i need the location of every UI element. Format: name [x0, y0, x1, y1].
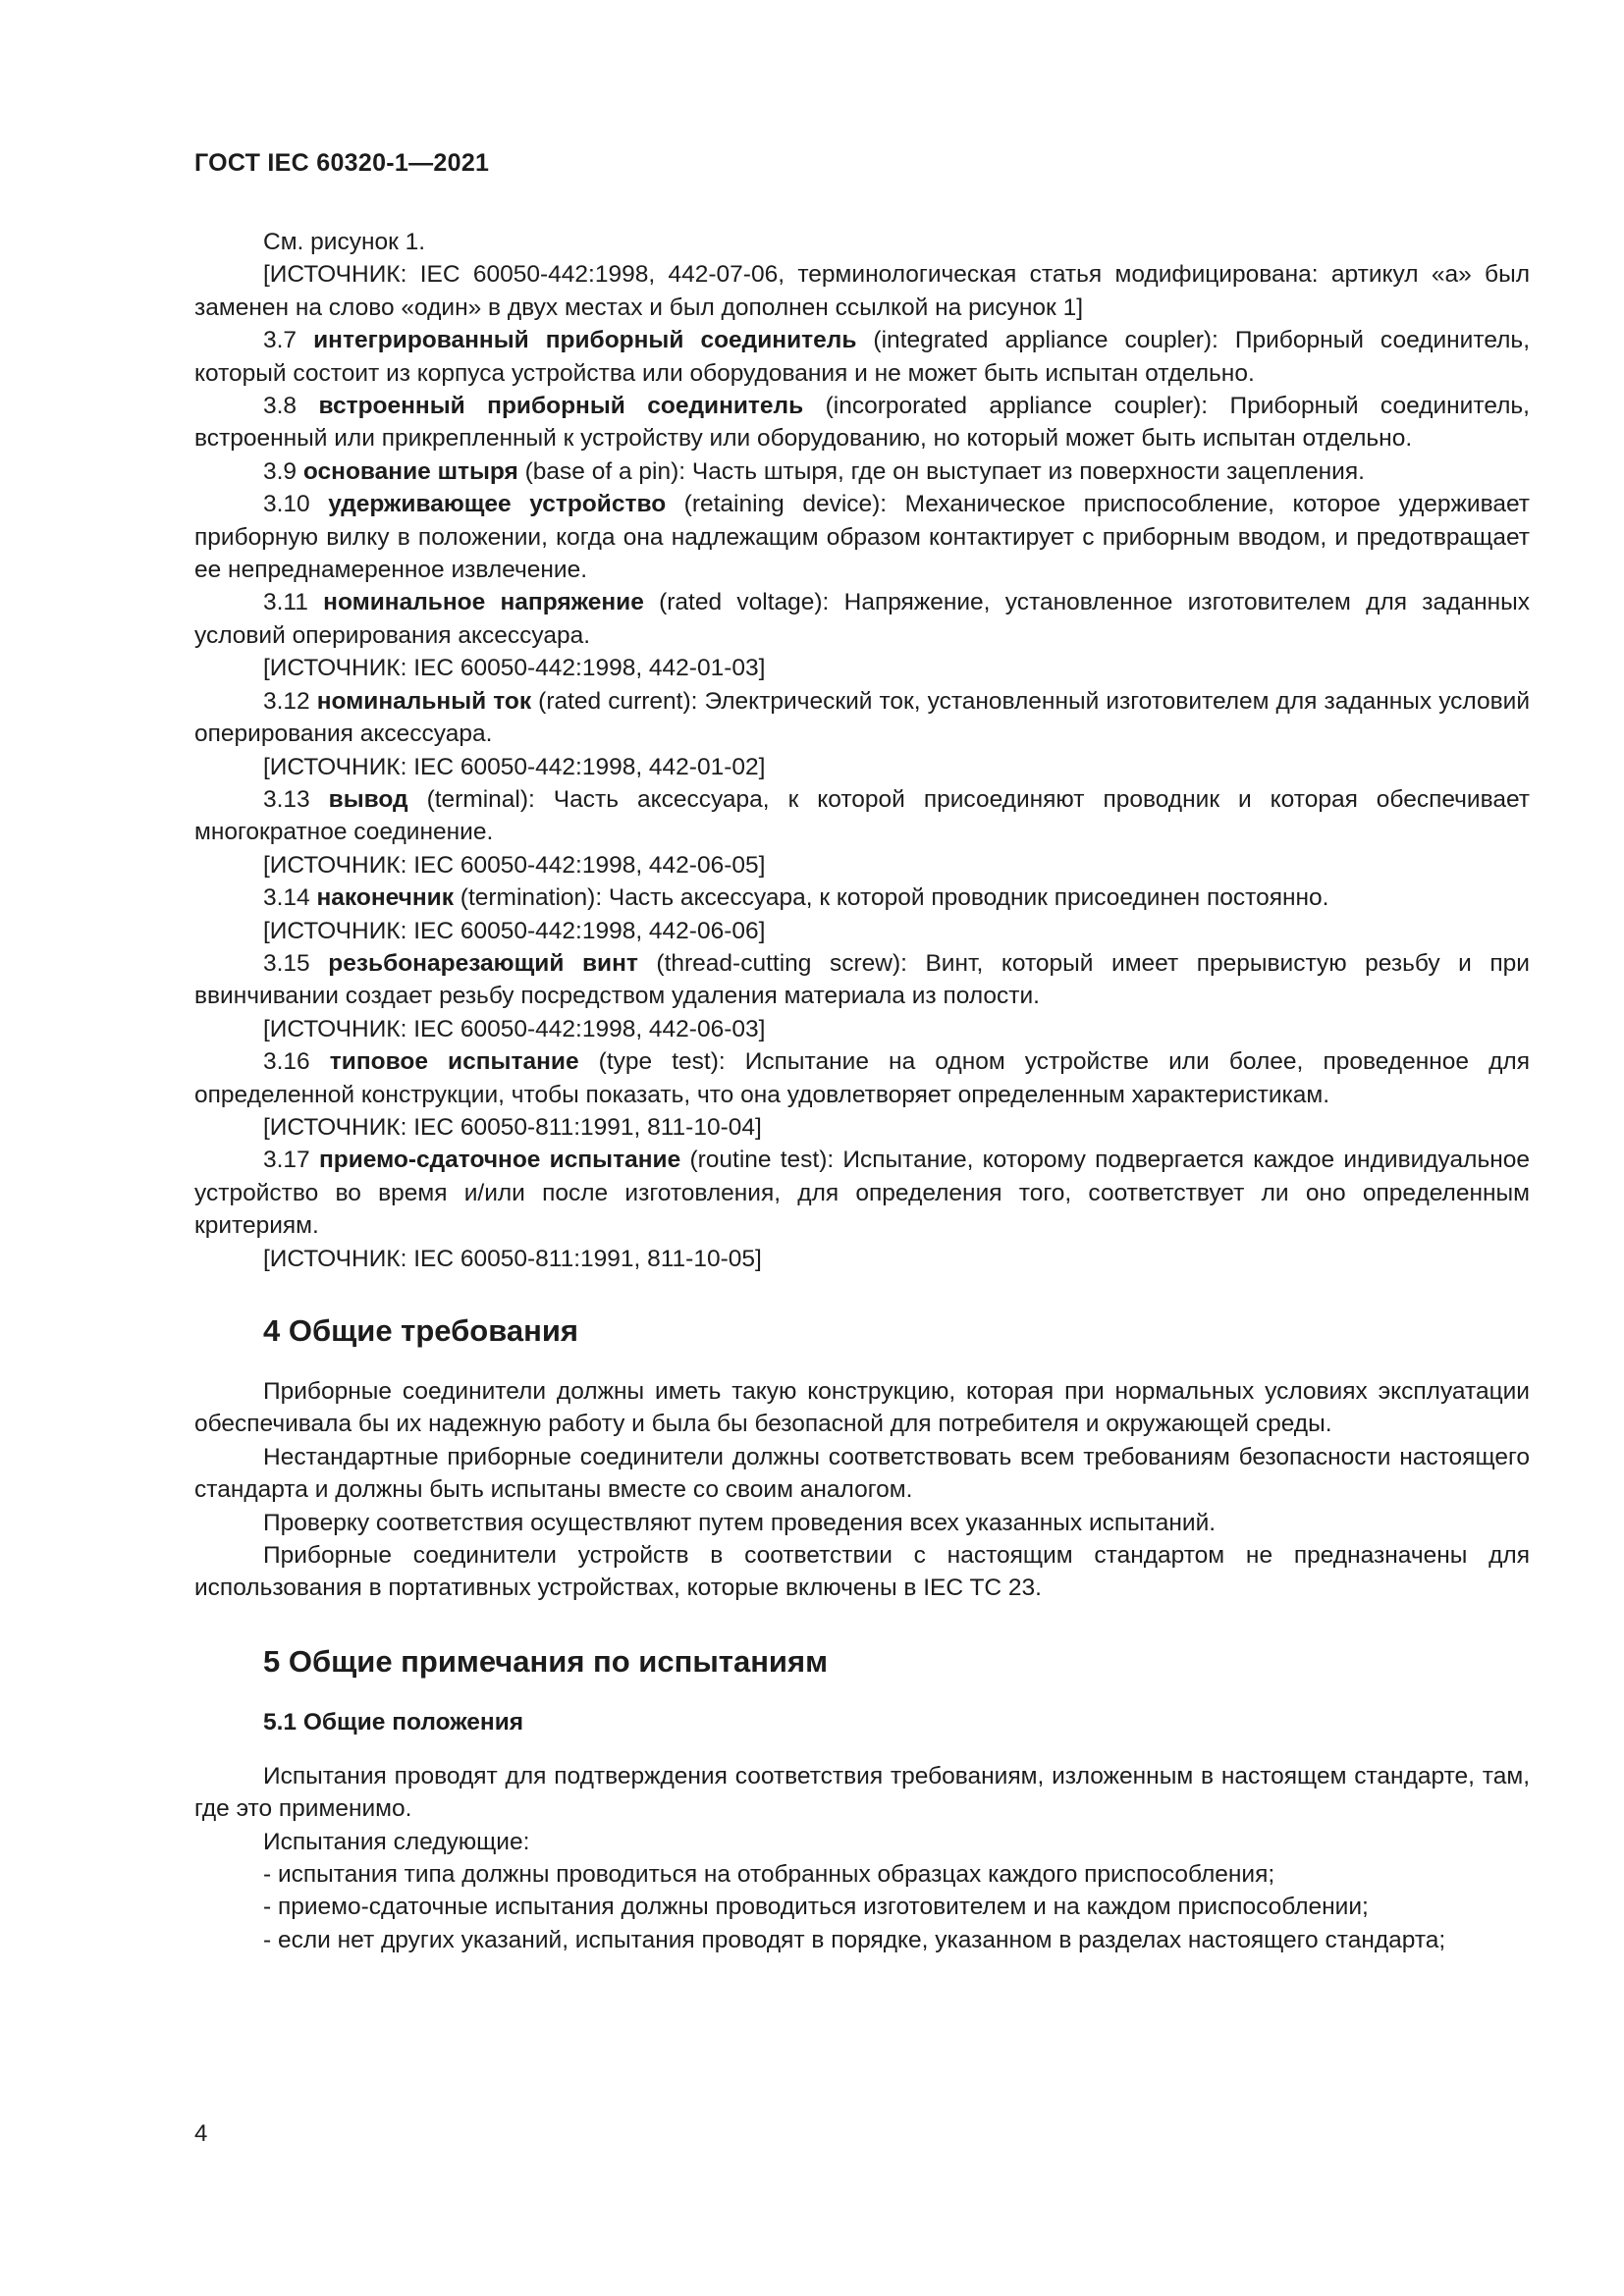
page-number: 4 [194, 2120, 208, 2147]
term-number: 3.16 [263, 1048, 310, 1076]
term-3-12 [194, 685, 1530, 751]
term-3-8 [194, 390, 1530, 455]
term-name: основание штыря [302, 457, 518, 485]
subsection-5-1-title: 5.1 Общие положения [263, 1708, 524, 1735]
term-source: [ИСТОЧНИК: IEC 60050-442:1998, 442-06-05] [263, 851, 766, 879]
term-number: 3.10 [263, 491, 310, 518]
term-definition: (incorporated appliance coupler): Приборный соединитель, встроенный или прикрепленный к устройству или оборудованию, но который может быть испытан отдельно. [194, 393, 1530, 453]
term-3-16 [194, 1045, 1530, 1111]
section-5-paragraph: Испытания следующие: [263, 1828, 530, 1855]
term-name: встроенный приборный соединитель [318, 393, 804, 420]
term-definition: (routine test): Испытание, которому подвергается каждое индивидуальное устройство во время и/или после изготовления, для определения того, соответствует ли оно определенным критериям. [194, 1147, 1531, 1240]
section-4-paragraph: Нестандартные приборные соединители должны соответствовать всем требованиям безопасности настоящего стандарта и должны быть испытаны вместе со своим аналогом. [194, 1443, 1530, 1504]
term-source: [ИСТОЧНИК: IEC 60050-442:1998, 442-06-03] [263, 1015, 766, 1042]
term-source: [ИСТОЧНИК: IEC 60050-811:1991, 811-10-05] [263, 1245, 762, 1272]
section-5-title: 5 Общие примечания по испытаниям [263, 1643, 829, 1679]
term-3-9 [194, 455, 1530, 488]
term-3-14 [194, 881, 1530, 914]
page-content [194, 226, 1530, 1956]
term-definition: (termination): Часть аксессуара, к которой проводник присоединен постоянно. [454, 884, 1329, 912]
term-definition: (rated current): Электрический ток, установленный изготовителем для заданных условий оперирования аксессуара. [194, 687, 1530, 748]
term-3-11 [194, 586, 1530, 652]
term-3-17 [194, 1144, 1530, 1242]
term-definition: (thread-cutting screw): Винт, который имеет прерывистую резьбу и при ввинчивании создает резьбу посредством удаления материала из полости. [194, 949, 1530, 1010]
list-item: - приемо-сдаточные испытания должны проводиться изготовителем и на каждом приспособлении; [263, 1894, 1369, 1921]
term-3-10 [194, 488, 1530, 586]
term-definition: (type test): Испытание на одном устройстве или более, проведенное для определенной конструкции, чтобы показать, что она удовлетворяет определенным характеристикам. [194, 1048, 1530, 1108]
term-number: 3.11 [263, 589, 308, 616]
term-number: 3.15 [263, 949, 310, 977]
section-5-paragraph: Испытания проводят для подтверждения соответствия требованиям, изложенным в настоящем стандарте, там, где это применимо. [194, 1762, 1530, 1823]
term-name: удерживающее устройство [328, 491, 667, 518]
term-name: типовое испытание [329, 1048, 579, 1076]
term-number: 3.12 [263, 687, 310, 715]
term-number: 3.14 [263, 884, 310, 912]
term-definition: (retaining device): Механическое приспособление, которое удерживает приборную вилку в положении, когда она надлежащим образом контактирует с приборным вводом, и предотвращает ее непреднамеренное извлечение. [194, 491, 1530, 584]
term-definition: (base of a pin): Часть штыря, где он выступает из поверхности зацепления. [517, 457, 1365, 485]
term-number: 3.9 [263, 457, 298, 485]
see-figure-note: См. рисунок 1. [263, 229, 426, 255]
term-name: резьбонарезающий винт [328, 949, 638, 977]
term-name: номинальное напряжение [323, 589, 644, 616]
source-note: [ИСТОЧНИК: IEC 60050-442:1998, 442-07-06, терминологическая статья модифицирована: артикул «а» был заменен на слово «один» в двух местах и был дополнен ссылкой на рисунок 1] [194, 261, 1530, 321]
term-definition: (rated voltage): Напряжение, установленное изготовителем для заданных условий оперирования аксессуара. [194, 589, 1530, 649]
document-header: ГОСТ IEC 60320-1—2021 [194, 149, 490, 177]
list-item: - если нет других указаний, испытания проводят в порядке, указанном в разделах настоящего стандарта; [263, 1926, 1446, 1953]
term-3-13 [194, 783, 1530, 849]
term-number: 3.13 [263, 785, 310, 813]
term-3-7 [194, 324, 1530, 390]
term-source: [ИСТОЧНИК: IEC 60050-811:1991, 811-10-04] [263, 1113, 762, 1141]
term-name: интегрированный приборный соединитель [313, 327, 857, 354]
term-source: [ИСТОЧНИК: IEC 60050-442:1998, 442-01-02] [263, 753, 766, 780]
term-number: 3.8 [263, 393, 298, 420]
term-definition: (integrated appliance coupler): Приборный соединитель, который состоит из корпуса устройства или оборудования и не может быть испытан отдельно. [194, 327, 1530, 387]
term-name: вывод [328, 785, 408, 813]
term-source: [ИСТОЧНИК: IEC 60050-442:1998, 442-06-06] [263, 917, 766, 944]
term-name: наконечник [316, 884, 454, 912]
term-3-15 [194, 947, 1530, 1013]
term-number: 3.17 [263, 1147, 310, 1174]
section-4-paragraph: Приборные соединители устройств в соответствии с настоящим стандартом не предназначены для использования в портативных устройствах, которые включены в IEC TC 23. [194, 1542, 1530, 1602]
term-number: 3.7 [263, 327, 298, 354]
term-name: номинальный ток [316, 687, 532, 715]
term-definition: (terminal): Часть аксессуара, к которой присоединяют проводник и которая обеспечивает многократное соединение. [194, 785, 1530, 846]
list-item: - испытания типа должны проводиться на отобранных образцах каждого приспособления; [263, 1861, 1275, 1889]
section-4-title: 4 Общие требования [263, 1313, 578, 1348]
term-name: приемо-сдаточное испытание [318, 1147, 681, 1174]
section-4-paragraph: Приборные соединители должны иметь такую конструкцию, которая при нормальных условиях эксплуатации обеспечивала бы их надежную работу и была бы безопасной для потребителя и окружающей среды. [194, 1378, 1530, 1438]
section-4-paragraph: Проверку соответствия осуществляют путем проведения всех указанных испытаний. [263, 1509, 1217, 1536]
term-source: [ИСТОЧНИК: IEC 60050-442:1998, 442-01-03] [263, 655, 766, 682]
